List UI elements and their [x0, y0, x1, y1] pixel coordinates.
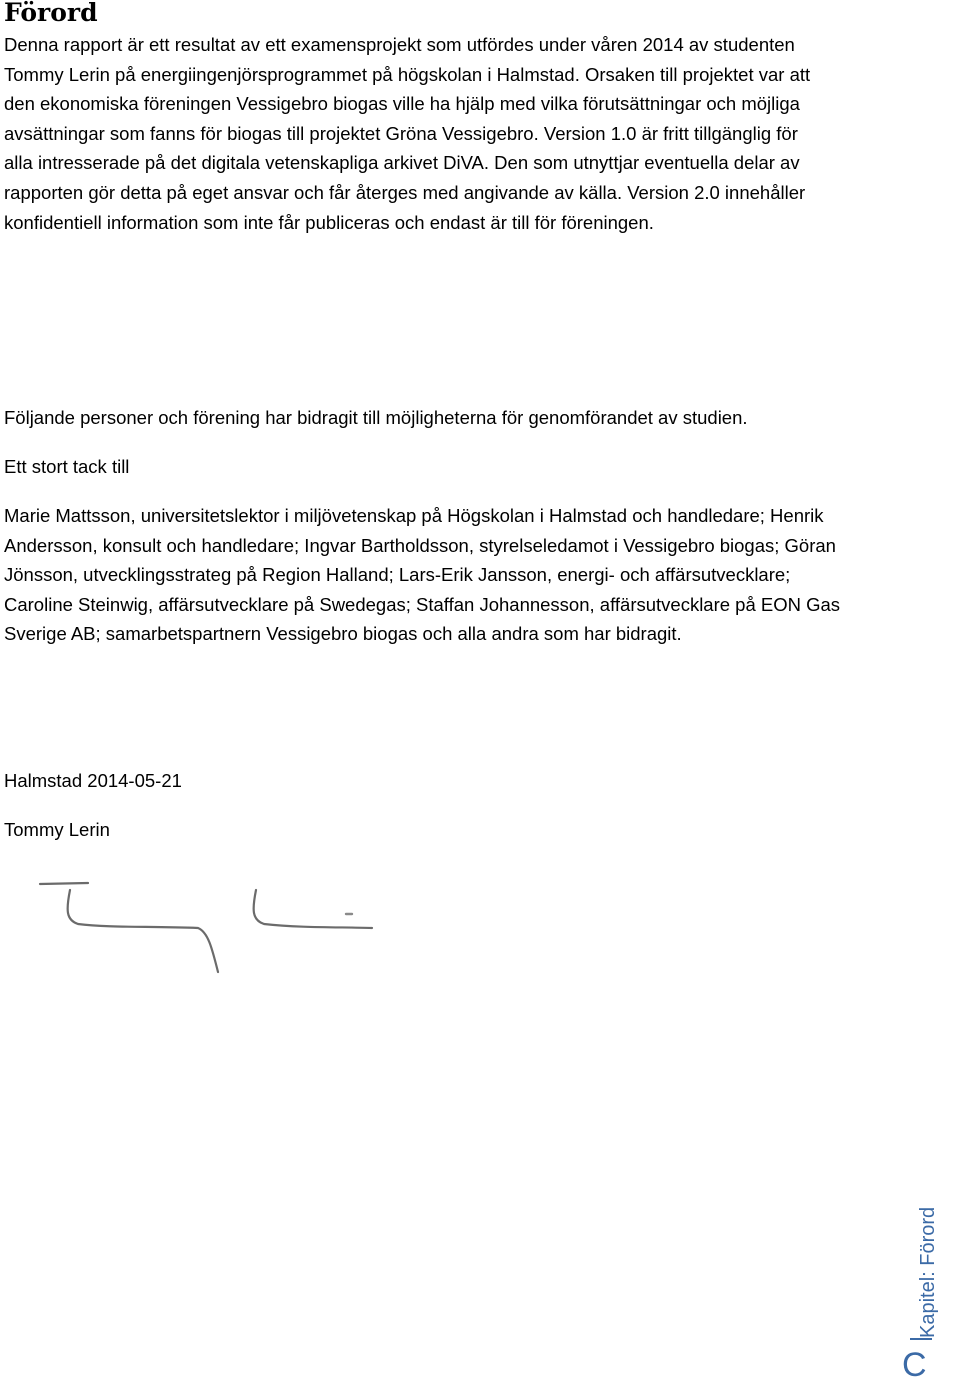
intro-paragraph [4, 30, 904, 237]
contributors-line: Sverige AB; samarbetspartnern Vessigebro biogas och alla andra som har bidragit. [4, 623, 682, 645]
chapter-side-tab [880, 1190, 960, 1390]
intro-line: alla intresserade på det digitala vetenskapliga arkivet DiVA. Den som utnyttjar eventuella delar av [4, 152, 800, 174]
author-name: Tommy Lerin [4, 819, 110, 840]
chapter-label-text: Kapitel: Förord [917, 1206, 939, 1338]
contributors-line: Caroline Steinwig, affärsutvecklare på Swedegas; Staffan Johannesson, affärsutvecklare på EON Gas [4, 593, 841, 615]
contributors-line: Andersson, konsult och handledare; Ingvar Bartholdsson, styrelseledamot i Vessigebro biogas; Göran [4, 534, 836, 556]
thanks-line: Ett stort tack till [4, 456, 130, 477]
intro-line: konfidentiell information som inte får publiceras och endast är till för föreningen. [4, 211, 654, 233]
intro-line: Tommy Lerin på energiingenjörsprogrammet på högskolan i Halmstad. Orsaken till projektet var att [4, 63, 811, 85]
chapter-letter: C [902, 1346, 927, 1384]
contributors-intro: Följande personer och förening har bidragit till möjligheterna för genomförandet av studien. [4, 407, 748, 428]
signature-image [30, 870, 390, 990]
intro-line: avsättningar som fanns för biogas till projektet Gröna Vessigebro. Version 1.0 är fritt tillgänglig för [4, 122, 798, 144]
place-date: Halmstad 2014-05-21 [4, 770, 182, 791]
chapter-rule [910, 1338, 932, 1340]
contributors-line: Marie Mattsson, universitetslektor i miljövetenskap på Högskolan i Halmstad och handledare; Henrik [4, 505, 824, 526]
page-title: Förord [4, 0, 98, 27]
contributors-line: Jönsson, utvecklingsstrateg på Region Halland; Lars-Erik Jansson, energi- och affärsutvecklare; [4, 564, 791, 586]
intro-line: Denna rapport är ett resultat av ett examensprojekt som utfördes under våren 2014 av studenten [4, 34, 795, 55]
contributors-list [4, 501, 904, 649]
intro-line: den ekonomiska föreningen Vessigebro biogas ville ha hjälp med vilka förutsättningar och möjliga [4, 93, 800, 115]
chapter-label [880, 1190, 939, 1340]
intro-line: rapporten gör detta på eget ansvar och får återges med angivande av källa. Version 2.0 innehåller [4, 181, 806, 203]
